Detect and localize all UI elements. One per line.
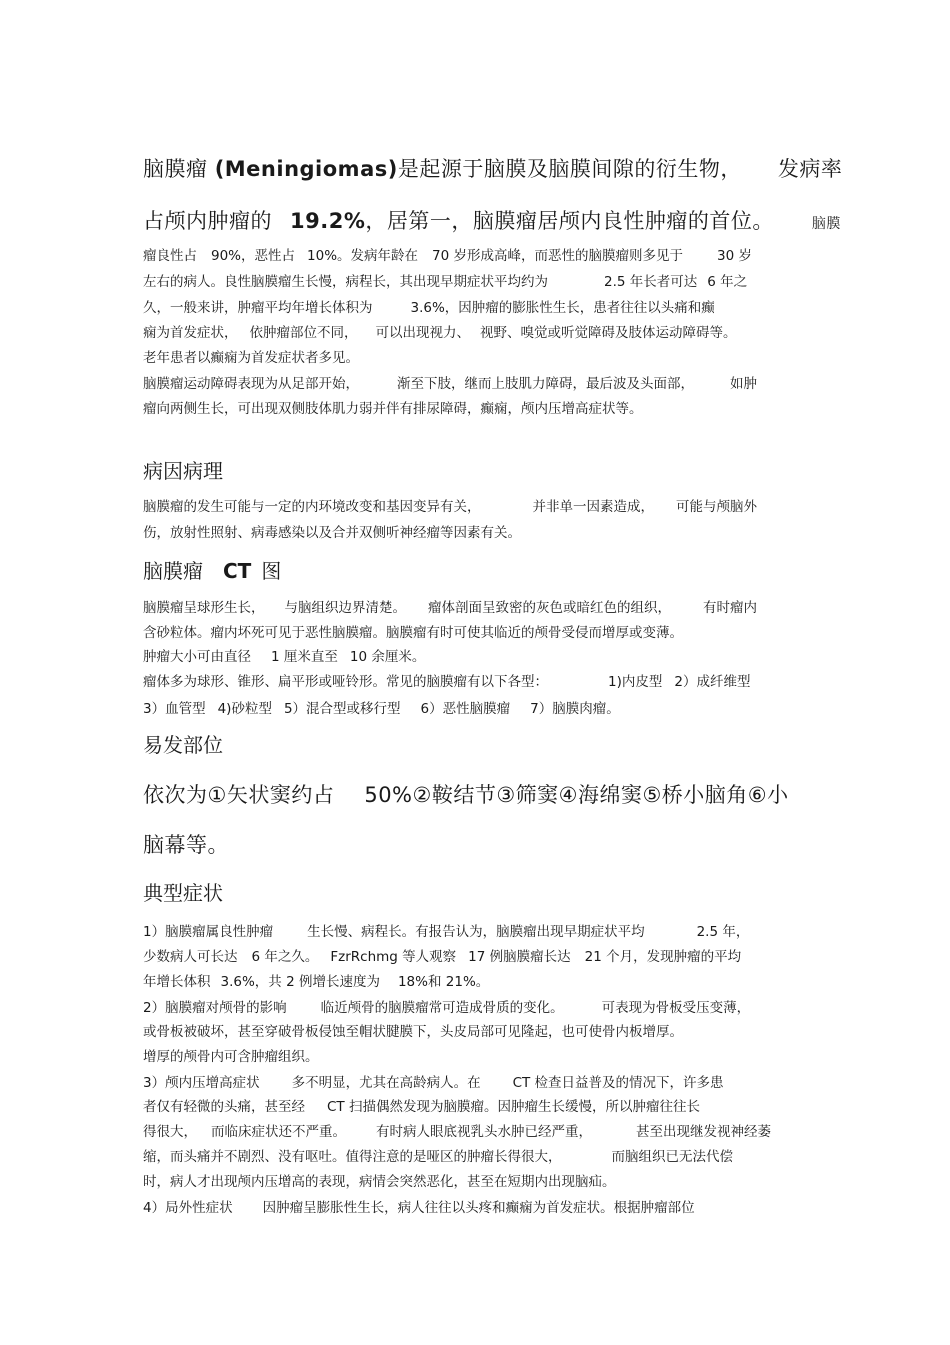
text: ，居第一，脑膜瘤居颅内良性肿瘤的首位。 <box>365 209 774 233</box>
text: 痫为首发症状， <box>143 325 238 341</box>
text: 3）颅内压增高症状 <box>143 1075 260 1091</box>
text: 瘤向两侧生长，可出现双侧肢体肌力弱并伴有排尿障碍，癫痫，颅内压增高症状等。 <box>143 401 643 417</box>
heading-sites <box>143 729 223 758</box>
text: 10%。发病年龄在 <box>307 248 419 264</box>
intro-line-7 <box>143 346 359 366</box>
symptoms-p2-line-2 <box>143 1020 683 1040</box>
text: 瘤体多为球形、锥形、扁平形或哑铃形。常见的脑膜瘤有以下各型： <box>143 674 548 690</box>
intro-line-1 <box>143 153 842 183</box>
text: 脑膜 <box>811 216 841 232</box>
symptoms-p3-line-2 <box>143 1095 700 1115</box>
text: 90%，恶性占 <box>211 248 296 264</box>
ct-line-1 <box>143 596 757 616</box>
symptoms-p1-line-2 <box>143 945 741 965</box>
text: 依次为①矢状窦约占 <box>143 783 335 807</box>
text: 老年患者以癫痫为首发症状者多见。 <box>143 350 359 366</box>
text: 脑膜瘤运动障碍表现为从足部开始， <box>143 376 359 392</box>
text: 70 岁形成高峰，而恶性的脑膜瘤则多见于 <box>432 248 684 264</box>
text: 渐至下肢，继而上肢肌力障碍，最后波及头面部， <box>397 376 694 392</box>
text: FzrRchmg 等人观察 <box>330 949 457 965</box>
text: 因肿瘤呈膨胀性生长，病人往往以头疼和癫痫为首发症状。根据肿瘤部位 <box>262 1200 695 1216</box>
text: 4）局外性症状 <box>143 1200 233 1216</box>
ct-line-2 <box>143 621 683 641</box>
text: 伤，放射性照射、病毒感染以及合并双侧听神经瘤等因素有关。 <box>143 525 521 541</box>
section-title: 典型症状 <box>143 881 223 905</box>
text: 久，一般来讲，肿瘤平均年增长体积为 <box>143 300 373 316</box>
text: 而脑组织已无法代偿 <box>611 1149 733 1165</box>
ct-line-3 <box>143 645 425 665</box>
section-title: CT <box>223 559 252 583</box>
text: 视野、嗅觉或听觉障碍及肢体运动障碍等。 <box>480 325 737 341</box>
text: 左右的病人。良性脑膜瘤生长慢，病程长，其出现早期症状平均约为 <box>143 274 548 290</box>
text: 1）脑膜瘤属良性肿瘤 <box>143 924 274 940</box>
sites-line-1 <box>143 779 789 809</box>
text: 缩，而头痛并不剧烈、没有呕吐。值得注意的是哑区的肿瘤长得很大， <box>143 1149 562 1165</box>
text: 2）脑膜瘤对颅骨的影响 <box>143 1000 287 1016</box>
text: 有时瘤内 <box>703 600 757 616</box>
ct-line-5 <box>143 697 620 717</box>
symptoms-p2-line-3 <box>143 1045 319 1065</box>
text: 2.5 年， <box>696 924 750 940</box>
text: 依肿瘤部位不同， <box>249 325 358 341</box>
text: 肿瘤大小可由直径 <box>143 649 251 665</box>
text: 脑膜瘤呈球形生长， <box>143 600 265 616</box>
section-title: 图 <box>261 559 282 583</box>
text: 1)内皮型 <box>608 674 663 690</box>
text: 脑膜瘤的发生可能与一定的内环境改变和基因变异有关， <box>143 499 481 515</box>
intro-line-2 <box>143 205 841 235</box>
text: 多不明显，尤其在高龄病人。在 <box>291 1075 481 1091</box>
text: 临近颅骨的脑膜瘤常可造成骨质的变化。 <box>320 1000 564 1016</box>
text: 如肿 <box>730 376 757 392</box>
text: 30 岁 <box>717 248 752 264</box>
text: 瘤良性占 <box>143 248 197 264</box>
etiology-line-2 <box>143 521 521 541</box>
term-meningiomas: (Meningiomas) <box>214 157 398 181</box>
text: 2.5 年长者可达 <box>604 274 698 290</box>
text: 脑膜瘤 <box>143 157 215 181</box>
text: CT 扫描偶然发现为脑膜瘤。因肿瘤生长缓慢，所以肿瘤往往长 <box>327 1099 700 1115</box>
text: 4)砂粒型 <box>217 701 272 717</box>
text: 是起源于脑膜及脑膜间隙的衍生物， <box>397 157 742 181</box>
text: 2）成纤维型 <box>674 674 751 690</box>
section-title: 病因病理 <box>143 459 223 483</box>
symptoms-p2-line-1 <box>143 996 750 1016</box>
text: 50%②鞍结节③筛窦④海绵窦⑤桥小脑角⑥小 <box>364 783 789 807</box>
text: 瘤体剖面呈致密的灰色或暗红色的组织， <box>428 600 671 616</box>
text: 得很大， <box>143 1124 197 1140</box>
text: 有时病人眼底视乳头水肿已经严重， <box>376 1124 592 1140</box>
text: 并非单一因素造成， <box>532 499 654 515</box>
text: 或骨板被破坏，甚至穿破骨板侵蚀至帽状腱膜下，头皮局部可见隆起，也可使骨内板增厚。 <box>143 1024 683 1040</box>
text: 而临床症状还不严重。 <box>211 1124 346 1140</box>
heading-etiology <box>143 455 223 484</box>
text: 17 例脑膜瘤长达 <box>468 949 571 965</box>
intro-line-8 <box>143 372 757 392</box>
intro-line-6 <box>143 321 737 341</box>
text: 3.6%，因肿瘤的膨胀性生长，患者往往以头痛和癫 <box>410 300 715 316</box>
text: 时，病人才出现颅内压增高的表现，病情会突然恶化，甚至在短期内出现脑疝。 <box>143 1174 616 1190</box>
text: 21 个月，发现肿瘤的平均 <box>584 949 742 965</box>
text: 增厚的颅骨内可含肿瘤组织。 <box>143 1049 319 1065</box>
text: 甚至出现继发视神经萎 <box>636 1124 771 1140</box>
intro-line-3 <box>143 244 752 264</box>
heading-ct <box>143 555 281 584</box>
intro-line-9 <box>143 397 643 417</box>
text: 3.6%，共 2 例增长速度为 <box>220 974 380 990</box>
section-title: 脑膜瘤 <box>143 559 203 583</box>
text: 含砂粒体。瘤内坏死可见于恶性脑膜瘤。脑膜瘤有时可使其临近的颅骨受侵而增厚或变薄。 <box>143 625 683 641</box>
text: 少数病人可长达 <box>143 949 238 965</box>
text: 6 年之 <box>707 274 748 290</box>
etiology-line-1 <box>143 495 757 515</box>
text: CT 检查日益普及的情况下，许多患 <box>512 1075 724 1091</box>
symptoms-p1-line-1 <box>143 920 749 940</box>
text: 生长慢、病程长。有报告认为，脑膜瘤出现早期症状平均 <box>307 924 645 940</box>
symptoms-p3-line-4 <box>143 1145 733 1165</box>
stat-percent: 19.2% <box>290 209 366 233</box>
symptoms-p4-line-1 <box>143 1196 695 1216</box>
text: 可表现为骨板受压变薄， <box>601 1000 751 1016</box>
text: 与脑组织边界清楚。 <box>284 600 406 616</box>
text: 3）血管型 <box>143 701 206 717</box>
symptoms-p3-line-3 <box>143 1120 771 1140</box>
text: 年增长体积 <box>143 974 211 990</box>
text: 1 厘米直至 <box>271 649 338 665</box>
text: 脑幕等。 <box>143 833 229 857</box>
symptoms-p1-line-3 <box>143 970 489 990</box>
text: 发病率 <box>777 157 843 181</box>
text: 占颅内肿瘤的 <box>143 209 272 233</box>
symptoms-p3-line-5 <box>143 1170 616 1190</box>
text: 6）恶性脑膜瘤 <box>420 701 511 717</box>
text: 可以出现视力、 <box>375 325 470 341</box>
sites-line-2 <box>143 829 229 859</box>
text: 者仅有轻微的头痛，甚至经 <box>143 1099 305 1115</box>
text: 可能与颅脑外 <box>676 499 757 515</box>
symptoms-p3-line-1 <box>143 1071 724 1091</box>
text: 7）脑膜肉瘤。 <box>530 701 620 717</box>
section-title: 易发部位 <box>143 733 223 757</box>
text: 10 余厘米。 <box>349 649 426 665</box>
heading-symptoms <box>143 877 223 906</box>
text: 5）混合型或移行型 <box>283 701 401 717</box>
text: 6 年之久。 <box>251 949 319 965</box>
intro-line-4 <box>143 270 747 290</box>
ct-line-4 <box>143 670 750 690</box>
intro-line-5 <box>143 296 715 316</box>
text: 18%和 21%。 <box>397 974 490 990</box>
